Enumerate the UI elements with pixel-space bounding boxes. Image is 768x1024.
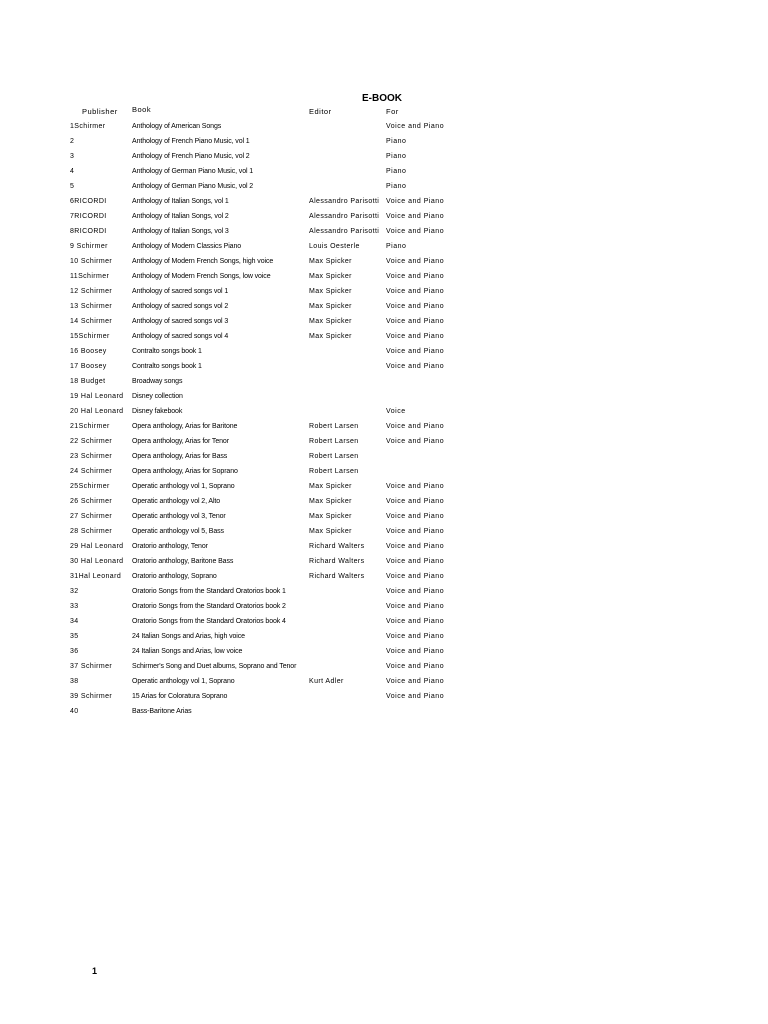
book-cell: Anthology of German Piano Music, vol 2 xyxy=(132,183,254,190)
for-cell: Piano xyxy=(386,243,407,250)
for-cell: Voice and Piano xyxy=(386,588,445,595)
for-cell: Voice and Piano xyxy=(386,423,445,430)
for-cell: Voice and Piano xyxy=(386,333,445,340)
for-cell: Voice and Piano xyxy=(386,603,445,610)
for-cell: Voice and Piano xyxy=(386,348,445,355)
editor-cell: Robert Larsen xyxy=(309,453,359,460)
table-row xyxy=(0,674,768,689)
editor-cell: Richard Walters xyxy=(309,573,365,580)
for-cell: Voice and Piano xyxy=(386,663,445,670)
book-cell: Opera anthology, Arias for Bass xyxy=(132,453,228,460)
table-row xyxy=(0,479,768,494)
for-cell: Piano xyxy=(386,138,407,145)
table-row xyxy=(0,209,768,224)
publisher-cell: 40 xyxy=(70,708,79,715)
table-row xyxy=(0,239,768,254)
book-cell: Oratorio Songs from the Standard Oratorios book 4 xyxy=(132,618,286,625)
publisher-cell: 13 Schirmer xyxy=(70,303,113,310)
book-cell: Anthology of American Songs xyxy=(132,123,222,130)
for-cell: Piano xyxy=(386,168,407,175)
table-row xyxy=(0,179,768,194)
editor-cell: Kurt Adler xyxy=(309,678,344,685)
for-cell: Voice and Piano xyxy=(386,258,445,265)
table-row xyxy=(0,344,768,359)
table-row xyxy=(0,404,768,419)
publisher-cell: 9 Schirmer xyxy=(70,243,108,250)
book-cell: Operatic anthology vol 5, Bass xyxy=(132,528,224,535)
publisher-cell: 37 Schirmer xyxy=(70,663,113,670)
editor-cell: Alessandro Parisotti xyxy=(309,213,380,220)
publisher-cell: 20 Hal Leonard xyxy=(70,408,124,415)
book-cell: Contralto songs book 1 xyxy=(132,348,202,355)
book-cell: Oratorio anthology, Tenor xyxy=(132,543,208,550)
book-cell: Oratorio anthology, Baritone Bass xyxy=(132,558,234,565)
book-cell: Contralto songs book 1 xyxy=(132,363,202,370)
book-cell: Operatic anthology vol 1, Soprano xyxy=(132,678,235,685)
for-cell: Voice and Piano xyxy=(386,273,445,280)
for-cell: Voice and Piano xyxy=(386,363,445,370)
table-row xyxy=(0,254,768,269)
editor-cell: Max Spicker xyxy=(309,318,352,325)
publisher-cell: 21Schirmer xyxy=(70,423,110,430)
editor-cell: Max Spicker xyxy=(309,528,352,535)
for-cell: Voice xyxy=(386,408,406,415)
for-cell: Piano xyxy=(386,183,407,190)
publisher-cell: 5 xyxy=(70,183,75,190)
book-cell: Opera anthology, Arias for Baritone xyxy=(132,423,238,430)
publisher-cell: 29 Hal Leonard xyxy=(70,543,124,550)
table-row xyxy=(0,449,768,464)
table-row xyxy=(0,584,768,599)
for-cell: Voice and Piano xyxy=(386,678,445,685)
for-cell: Voice and Piano xyxy=(386,303,445,310)
editor-cell: Max Spicker xyxy=(309,273,352,280)
publisher-cell: 27 Schirmer xyxy=(70,513,113,520)
editor-cell: Richard Walters xyxy=(309,543,365,550)
editor-cell: Alessandro Parisotti xyxy=(309,198,380,205)
table-row xyxy=(0,119,768,134)
book-cell: Anthology of Modern French Songs, high voice xyxy=(132,258,274,265)
table-row xyxy=(0,539,768,554)
for-cell: Voice and Piano xyxy=(386,288,445,295)
for-cell: Voice and Piano xyxy=(386,198,445,205)
table-row xyxy=(0,464,768,479)
table-row xyxy=(0,644,768,659)
header-for: For xyxy=(386,107,399,116)
editor-cell: Max Spicker xyxy=(309,303,352,310)
book-cell: Anthology of Italian Songs, vol 1 xyxy=(132,198,229,205)
book-cell: Operatic anthology vol 1, Soprano xyxy=(132,483,235,490)
table-row xyxy=(0,359,768,374)
editor-cell: Louis Oesterle xyxy=(309,243,360,250)
table-row xyxy=(0,509,768,524)
table-row xyxy=(0,194,768,209)
table-row xyxy=(0,614,768,629)
book-cell: 24 Italian Songs and Arias, high voice xyxy=(132,633,245,640)
table-row xyxy=(0,224,768,239)
for-cell: Voice and Piano xyxy=(386,498,445,505)
publisher-cell: 6RICORDI xyxy=(70,198,107,205)
publisher-cell: 25Schirmer xyxy=(70,483,110,490)
book-cell: Anthology of French Piano Music, vol 2 xyxy=(132,153,250,160)
book-cell: Anthology of sacred songs vol 2 xyxy=(132,303,229,310)
for-cell: Voice and Piano xyxy=(386,228,445,235)
book-cell: 24 Italian Songs and Arias, low voice xyxy=(132,648,243,655)
table-row xyxy=(0,629,768,644)
table-row xyxy=(0,374,768,389)
table-row xyxy=(0,554,768,569)
book-cell: Anthology of French Piano Music, vol 1 xyxy=(132,138,250,145)
editor-cell: Max Spicker xyxy=(309,333,352,340)
publisher-cell: 7RICORDI xyxy=(70,213,107,220)
for-cell: Voice and Piano xyxy=(386,618,445,625)
table-row xyxy=(0,434,768,449)
publisher-cell: 12 Schirmer xyxy=(70,288,113,295)
publisher-cell: 34 xyxy=(70,618,79,625)
book-cell: 15 Arias for Coloratura Soprano xyxy=(132,693,228,700)
book-cell: Anthology of Modern French Songs, low voice xyxy=(132,273,271,280)
book-cell: Anthology of sacred songs vol 1 xyxy=(132,288,229,295)
publisher-cell: 19 Hal Leonard xyxy=(70,393,124,400)
publisher-cell: 18 Budget xyxy=(70,378,106,385)
editor-cell: Robert Larsen xyxy=(309,438,359,445)
book-cell: Disney fakebook xyxy=(132,408,183,415)
editor-cell: Alessandro Parisotti xyxy=(309,228,380,235)
book-cell: Disney collection xyxy=(132,393,183,400)
table-row xyxy=(0,299,768,314)
header-editor: Editor xyxy=(309,107,332,116)
for-cell: Voice and Piano xyxy=(386,573,445,580)
for-cell: Piano xyxy=(386,153,407,160)
publisher-cell: 3 xyxy=(70,153,75,160)
publisher-cell: 39 Schirmer xyxy=(70,693,113,700)
publisher-cell: 11Schirmer xyxy=(70,273,110,280)
book-cell: Anthology of Modern Classics Piano xyxy=(132,243,242,250)
table-row xyxy=(0,494,768,509)
book-cell: Anthology of Italian Songs, vol 3 xyxy=(132,228,229,235)
header-publisher: Publisher xyxy=(82,107,118,116)
table-row xyxy=(0,284,768,299)
table-row xyxy=(0,704,768,719)
for-cell: Voice and Piano xyxy=(386,558,445,565)
publisher-cell: 24 Schirmer xyxy=(70,468,113,475)
editor-cell: Max Spicker xyxy=(309,483,352,490)
table-row xyxy=(0,269,768,284)
table-row xyxy=(0,419,768,434)
book-cell: Anthology of sacred songs vol 4 xyxy=(132,333,229,340)
for-cell: Voice and Piano xyxy=(386,483,445,490)
editor-cell: Max Spicker xyxy=(309,258,352,265)
editor-cell: Max Spicker xyxy=(309,498,352,505)
editor-cell: Robert Larsen xyxy=(309,423,359,430)
for-cell: Voice and Piano xyxy=(386,648,445,655)
book-cell: Oratorio Songs from the Standard Oratorios book 2 xyxy=(132,603,286,610)
book-cell: Opera anthology, Arias for Tenor xyxy=(132,438,229,445)
publisher-cell: 36 xyxy=(70,648,79,655)
editor-cell: Max Spicker xyxy=(309,513,352,520)
publisher-cell: 38 xyxy=(70,678,79,685)
publisher-cell: 8RICORDI xyxy=(70,228,107,235)
table-row xyxy=(0,524,768,539)
publisher-cell: 33 xyxy=(70,603,79,610)
publisher-cell: 23 Schirmer xyxy=(70,453,113,460)
publisher-cell: 10 Schirmer xyxy=(70,258,113,265)
table-row xyxy=(0,389,768,404)
book-table xyxy=(0,119,768,719)
book-cell: Operatic anthology vol 3, Tenor xyxy=(132,513,226,520)
header-book: Book xyxy=(132,105,152,114)
publisher-cell: 4 xyxy=(70,168,75,175)
publisher-cell: 28 Schirmer xyxy=(70,528,113,535)
for-cell: Voice and Piano xyxy=(386,213,445,220)
for-cell: Voice and Piano xyxy=(386,528,445,535)
editor-cell: Robert Larsen xyxy=(309,468,359,475)
table-row xyxy=(0,659,768,674)
publisher-cell: 22 Schirmer xyxy=(70,438,113,445)
book-cell: Anthology of Italian Songs, vol 2 xyxy=(132,213,229,220)
publisher-cell: 32 xyxy=(70,588,79,595)
publisher-cell: 14 Schirmer xyxy=(70,318,113,325)
book-cell: Operatic anthology vol 2, Alto xyxy=(132,498,221,505)
book-cell: Schirmer's Song and Duet albums, Soprano and Tenor xyxy=(132,663,297,670)
publisher-cell: 15Schirmer xyxy=(70,333,110,340)
publisher-cell: 31Hal Leonard xyxy=(70,573,122,580)
table-row xyxy=(0,149,768,164)
book-cell: Anthology of sacred songs vol 3 xyxy=(132,318,229,325)
for-cell: Voice and Piano xyxy=(386,123,445,130)
table-row xyxy=(0,164,768,179)
editor-cell: Max Spicker xyxy=(309,288,352,295)
table-row xyxy=(0,599,768,614)
editor-cell: Richard Walters xyxy=(309,558,365,565)
table-row xyxy=(0,569,768,584)
table-row xyxy=(0,689,768,704)
book-cell: Bass-Baritone Arias xyxy=(132,708,192,715)
for-cell: Voice and Piano xyxy=(386,693,445,700)
book-cell: Opera anthology, Arias for Soprano xyxy=(132,468,238,475)
document-title: E-BOOK xyxy=(362,93,402,104)
for-cell: Voice and Piano xyxy=(386,543,445,550)
for-cell: Voice and Piano xyxy=(386,318,445,325)
table-row xyxy=(0,329,768,344)
for-cell: Voice and Piano xyxy=(386,513,445,520)
publisher-cell: 1Schirmer xyxy=(70,123,106,130)
publisher-cell: 2 xyxy=(70,138,75,145)
book-cell: Broadway songs xyxy=(132,378,183,385)
for-cell: Voice and Piano xyxy=(386,438,445,445)
publisher-cell: 26 Schirmer xyxy=(70,498,113,505)
book-cell: Oratorio anthology, Soprano xyxy=(132,573,217,580)
book-cell: Oratorio Songs from the Standard Oratorios book 1 xyxy=(132,588,286,595)
table-row xyxy=(0,314,768,329)
publisher-cell: 16 Boosey xyxy=(70,348,107,355)
for-cell: Voice and Piano xyxy=(386,633,445,640)
publisher-cell: 17 Boosey xyxy=(70,363,107,370)
publisher-cell: 30 Hal Leonard xyxy=(70,558,124,565)
page-number: 1 xyxy=(92,966,98,976)
book-cell: Anthology of German Piano Music, vol 1 xyxy=(132,168,254,175)
publisher-cell: 35 xyxy=(70,633,79,640)
table-row xyxy=(0,134,768,149)
